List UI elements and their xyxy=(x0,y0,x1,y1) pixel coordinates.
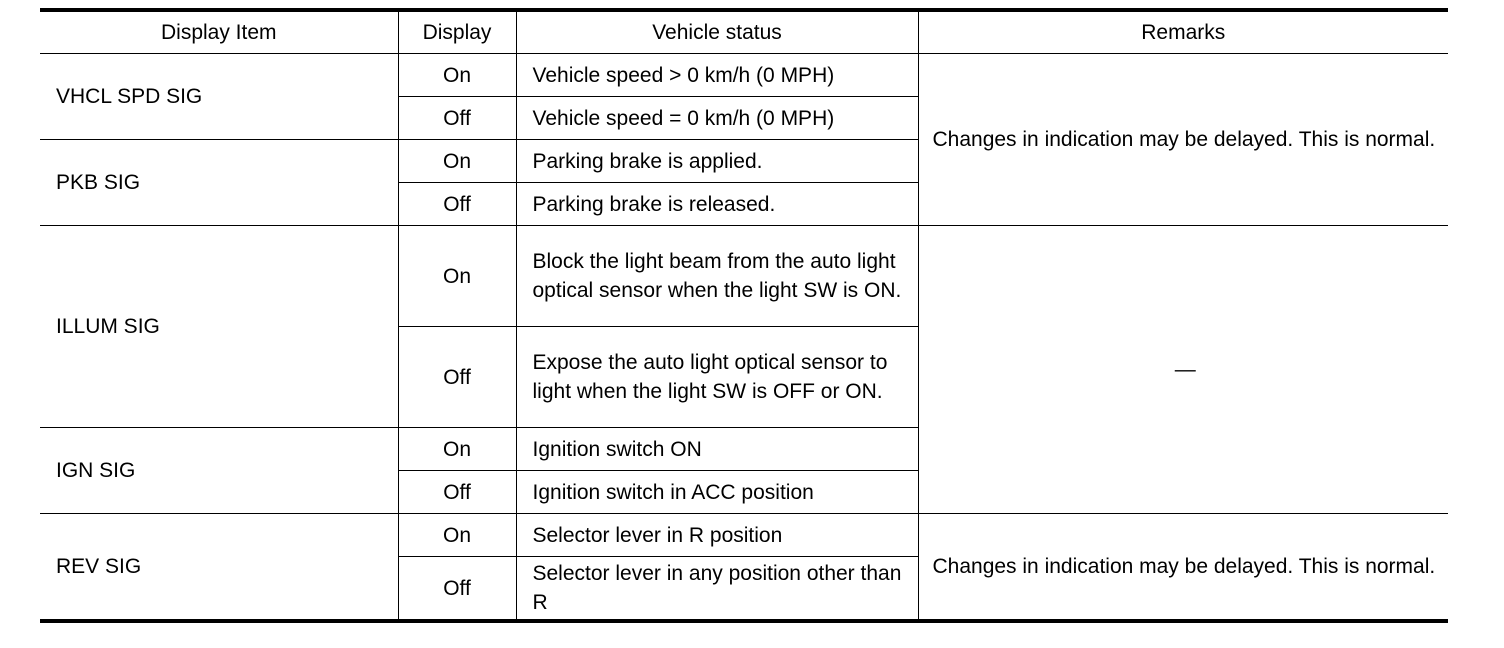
display-cell: Off xyxy=(398,471,516,514)
header-vehicle-status: Vehicle status xyxy=(516,10,918,54)
vehicle-status-cell: Expose the auto light optical sensor to light when the light SW is OFF or ON. xyxy=(516,327,918,428)
display-cell: Off xyxy=(398,97,516,140)
vehicle-status-cell: Parking brake is applied. xyxy=(516,140,918,183)
display-cell: On xyxy=(398,514,516,557)
remarks-cell: Changes in indication may be delayed. This is normal. xyxy=(918,514,1448,622)
display-cell: On xyxy=(398,54,516,97)
display-cell: Off xyxy=(398,183,516,226)
vehicle-status-cell: Block the light beam from the auto light optical sensor when the light SW is ON. xyxy=(516,226,918,327)
header-display-item: Display Item xyxy=(40,10,398,54)
header-row xyxy=(40,10,1448,54)
vehicle-status-cell: Parking brake is released. xyxy=(516,183,918,226)
header-remarks: Remarks xyxy=(918,10,1448,54)
display-item-cell: PKB SIG xyxy=(40,140,398,226)
vehicle-status-cell: Selector lever in R position xyxy=(516,514,918,557)
display-item-cell: IGN SIG xyxy=(40,428,398,514)
display-item-cell: VHCL SPD SIG xyxy=(40,54,398,140)
remarks-cell: Changes in indication may be delayed. This is normal. xyxy=(918,54,1448,226)
display-cell: Off xyxy=(398,327,516,428)
header-display: Display xyxy=(398,10,516,54)
table-row xyxy=(40,54,1448,97)
table-row xyxy=(40,226,1448,327)
remarks-cell: — xyxy=(918,226,1448,514)
display-item-cell: ILLUM SIG xyxy=(40,226,398,428)
display-cell: Off xyxy=(398,557,516,622)
table-row xyxy=(40,514,1448,557)
vehicle-status-cell: Ignition switch ON xyxy=(516,428,918,471)
display-cell: On xyxy=(398,226,516,327)
vehicle-status-cell: Vehicle speed > 0 km/h (0 MPH) xyxy=(516,54,918,97)
spec-table xyxy=(40,8,1448,623)
display-item-cell: REV SIG xyxy=(40,514,398,622)
display-cell: On xyxy=(398,428,516,471)
vehicle-status-cell: Vehicle speed = 0 km/h (0 MPH) xyxy=(516,97,918,140)
vehicle-status-cell: Ignition switch in ACC position xyxy=(516,471,918,514)
display-cell: On xyxy=(398,140,516,183)
vehicle-status-cell: Selector lever in any position other than R xyxy=(516,557,918,622)
